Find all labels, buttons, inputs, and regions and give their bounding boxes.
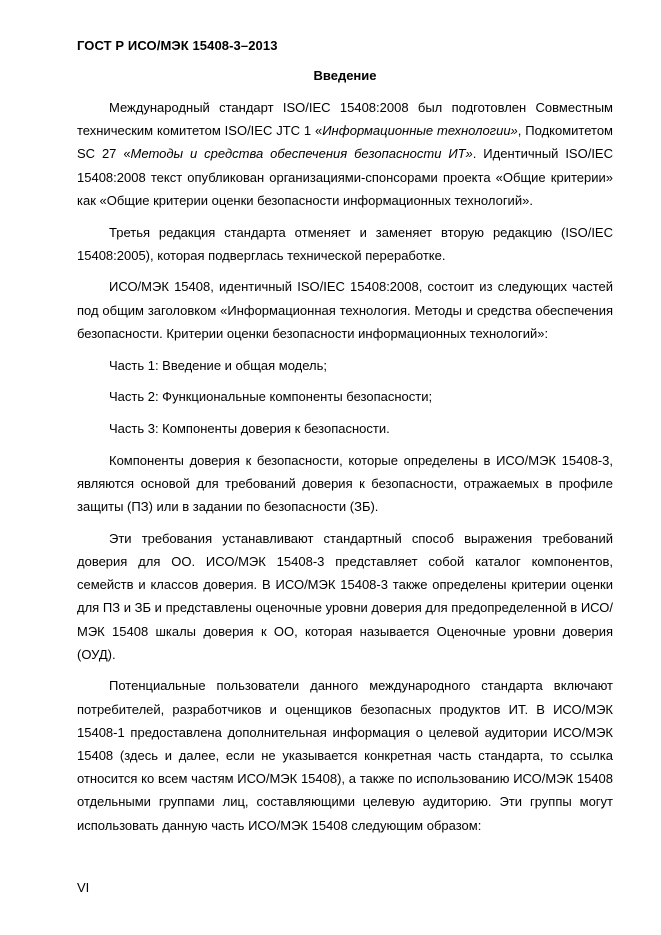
list-item-part-3: Часть 3: Компоненты доверия к безопасности. <box>109 420 390 436</box>
page-number: VI <box>77 880 90 895</box>
paragraph-assurance-components: Компоненты доверия к безопасности, которые определены в ИСО/МЭК 15408-3, являются основой для требований доверия к безопасности, отражаемых в профиле защиты (ПЗ) или в задании по безопасности (ЗБ). <box>77 452 613 515</box>
list-item-part-2: Часть 2: Функциональные компоненты безопасности; <box>109 389 433 405</box>
section-title: Введение <box>313 68 377 83</box>
paragraph-italic-text: Методы и средства обеспечения безопасности ИТ» <box>130 146 473 162</box>
document-header: ГОСТ Р ИСО/МЭК 15408-3–2013 <box>77 38 278 53</box>
paragraph-requirements: Эти требования устанавливают стандартный способ выражения требований доверия для ОО. ИСО/МЭК 15408-3 представляет собой каталог компонентов, семейств и классов доверия. В ИСО/МЭК 15408-3 также определены критерии оценки для ПЗ и ЗБ и представлены оценочные уровни доверия для предопределенной в ИСО/МЭК 15408 шкалы доверия к ОО, которая называется Оценочные уровни доверия (ОУД). <box>77 530 613 662</box>
paragraph-potential-users: Потенциальные пользователи данного международного стандарта включают потребителей, разработчиков и оценщиков безопасных продуктов ИТ. В ИСО/МЭК 15408-1 предоставлена дополнительная информация о целевой аудитории ИСО/МЭК 15408 (здесь и далее, если не указывается конкретная часть стандарта, то ссылка относится ко всем частям ИСО/МЭК 15408), а также по использованию ИСО/МЭК 15408 отдельными группами лиц, составляющими целевую аудиторию. Эти группы могут использовать данную часть ИСО/МЭК 15408 следующим образом: <box>77 678 613 833</box>
paragraph-third-edition: Третья редакция стандарта отменяет и заменяет вторую редакцию (ISO/IEC 15408:2005), которая подверглась технической переработке. <box>77 224 613 263</box>
paragraph-text: , Подкомитетом SC 27 « <box>77 123 613 162</box>
paragraph-text: Международный стандарт ISO/IEC 15408:2008 был подготовлен Совместным техническим комитетом ISO/IEC JTC 1 « <box>77 100 613 139</box>
paragraph-italic-text: Информационные технологии» <box>322 123 518 139</box>
paragraph-parts-intro: ИСО/МЭК 15408, идентичный ISO/IEC 15408:2008, состоит из следующих частей под общим заголовком «Информационная технология. Методы и средства обеспечения безопасности. Критерии оценки безопасности информационных технологий»: <box>77 279 613 341</box>
paragraph-text: . Идентичный ISO/IEC 15408:2008 текст опубликован организациями-спонсорами проекта «Общие критерии» как «Общие критерии оценки безопасности информационных технологий». <box>77 146 613 208</box>
paragraph-iso-origin <box>77 96 613 212</box>
list-item-part-1: Часть 1: Введение и общая модель; <box>109 357 328 373</box>
body-text <box>77 96 613 845</box>
